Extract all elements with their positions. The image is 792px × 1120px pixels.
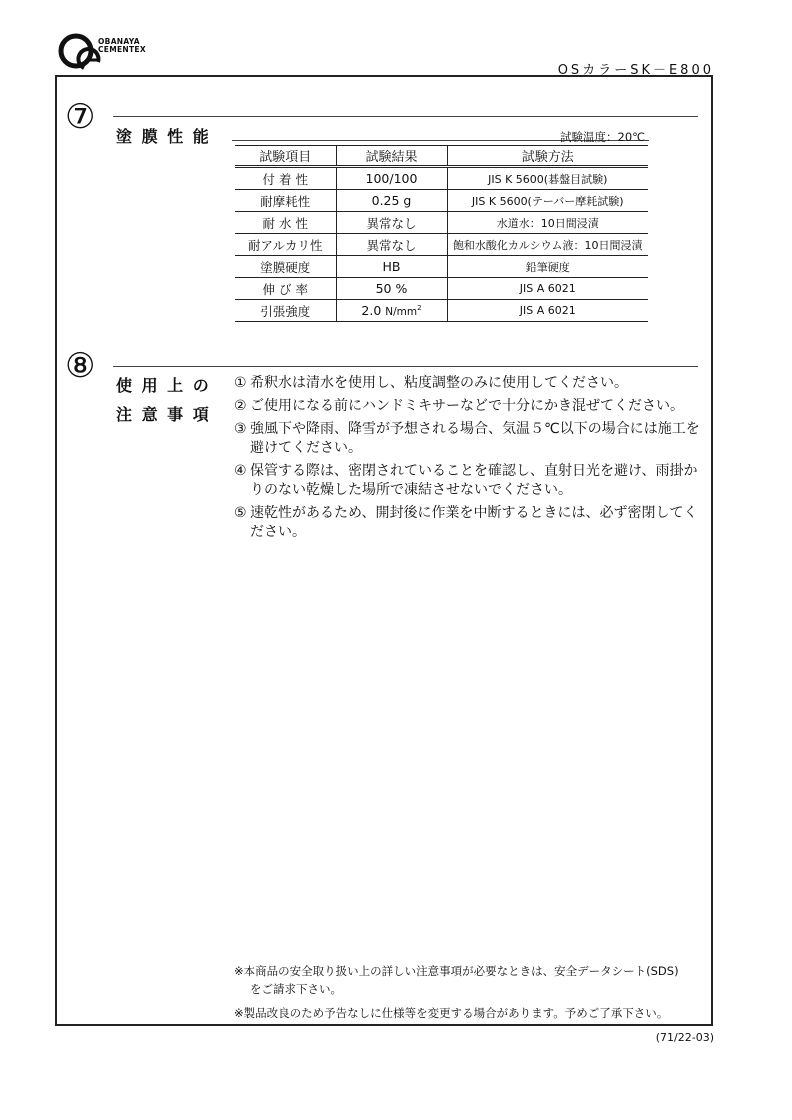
- row-result: 0.25 g: [336, 190, 447, 212]
- row-result: HB: [336, 256, 447, 278]
- section-8-heading-line-1: 使 用 上 の: [116, 376, 211, 395]
- section-8-heading-line-2: 注 意 事 項: [116, 405, 211, 424]
- row-item: 耐 水 性: [235, 212, 336, 234]
- row-item: 耐摩耗性: [235, 190, 336, 212]
- footer-notes: [234, 962, 704, 1028]
- table-row: [235, 212, 648, 234]
- note-number: ⑤: [234, 505, 247, 521]
- note-text: 保管する際は、密閉されていることを確認し、直射日光を避け、雨掛かりのない乾燥した場所で凍結させないでください。: [250, 463, 698, 498]
- section-8-number: ⑧: [65, 346, 96, 386]
- result-unit-exponent: 2: [417, 303, 422, 312]
- row-result: 異常なし: [336, 234, 447, 256]
- logo-line-1: OBANAYA: [98, 37, 140, 46]
- section-8-rule: [113, 366, 698, 367]
- table-row: [235, 256, 648, 278]
- note-number: ③: [234, 421, 247, 437]
- row-item: 耐アルカリ性: [235, 234, 336, 256]
- note-number: ②: [234, 398, 247, 414]
- sds-note-line-1: ※本商品の安全取り扱い上の詳しい注意事項が必要なときは、安全データシート(SDS): [234, 964, 679, 978]
- note-number: ④: [234, 463, 247, 479]
- logo-line-2: CEMENTEX: [98, 45, 146, 54]
- table-row: [235, 300, 648, 322]
- list-item: [234, 420, 700, 458]
- row-method: 飽和水酸化カルシウム液：10日間浸漬: [447, 234, 648, 256]
- table-row: [235, 190, 648, 212]
- col-header-method: 試験方法: [447, 146, 648, 167]
- row-result: 50 %: [336, 278, 447, 300]
- note-text: ご使用になる前にハンドミキサーなどで十分にかき混ぜてください。: [250, 398, 684, 414]
- note-text: 強風下や降雨、降雪が予想される場合、気温５℃以下の場合には施工を避けてください。: [250, 421, 700, 456]
- row-method: 水道水：10日間浸漬: [447, 212, 648, 234]
- note-text: 速乾性があるため、開封後に作業を中断するときには、必ず密閉してください。: [250, 505, 698, 540]
- note-text: 希釈水は清水を使用し、粘度調整のみに使用してください。: [250, 375, 628, 391]
- list-item: [234, 504, 700, 542]
- row-item: 引張強度: [235, 300, 336, 322]
- row-item: 塗膜硬度: [235, 256, 336, 278]
- product-name: OSカラーSK－E800: [557, 63, 714, 78]
- col-header-item: 試験項目: [235, 146, 336, 167]
- row-result: 異常なし: [336, 212, 447, 234]
- performance-table: [235, 145, 648, 322]
- row-item: 伸 び 率: [235, 278, 336, 300]
- row-method: JIS K 5600(碁盤目試験): [447, 167, 648, 190]
- caution-notes-list: [234, 374, 700, 546]
- row-method: JIS K 5600(テーバー摩耗試験): [447, 190, 648, 212]
- row-result: 100/100: [336, 167, 447, 190]
- table-header-row: [235, 146, 648, 167]
- document-code: (71/22-03): [655, 1031, 714, 1044]
- note-number: ①: [234, 375, 247, 391]
- result-unit: N/mm: [385, 306, 418, 318]
- logo-wordmark: [98, 38, 146, 54]
- row-method: JIS A 6021: [447, 278, 648, 300]
- row-method: JIS A 6021: [447, 300, 648, 322]
- sds-note: [234, 962, 704, 998]
- section-7-rule: [113, 116, 698, 117]
- col-header-result: 試験結果: [336, 146, 447, 167]
- row-item: 付 着 性: [235, 167, 336, 190]
- result-value: 2.0: [361, 303, 382, 318]
- test-temperature: 試験温度：20℃: [560, 130, 646, 144]
- table-row: [235, 234, 648, 256]
- section-7-heading: 塗 膜 性 能: [116, 127, 211, 146]
- sds-note-line-2: をご請求下さい。: [250, 982, 342, 996]
- list-item: [234, 374, 700, 393]
- row-result: [336, 300, 447, 322]
- list-item: [234, 397, 700, 416]
- table-row: [235, 167, 648, 190]
- row-method: 鉛筆硬度: [447, 256, 648, 278]
- list-item: [234, 462, 700, 500]
- spec-change-note: ※製品改良のため予告なしに仕様等を変更する場合があります。予めご了承下さい。: [234, 1006, 669, 1020]
- section-7-number: ⑦: [65, 97, 96, 137]
- table-row: [235, 278, 648, 300]
